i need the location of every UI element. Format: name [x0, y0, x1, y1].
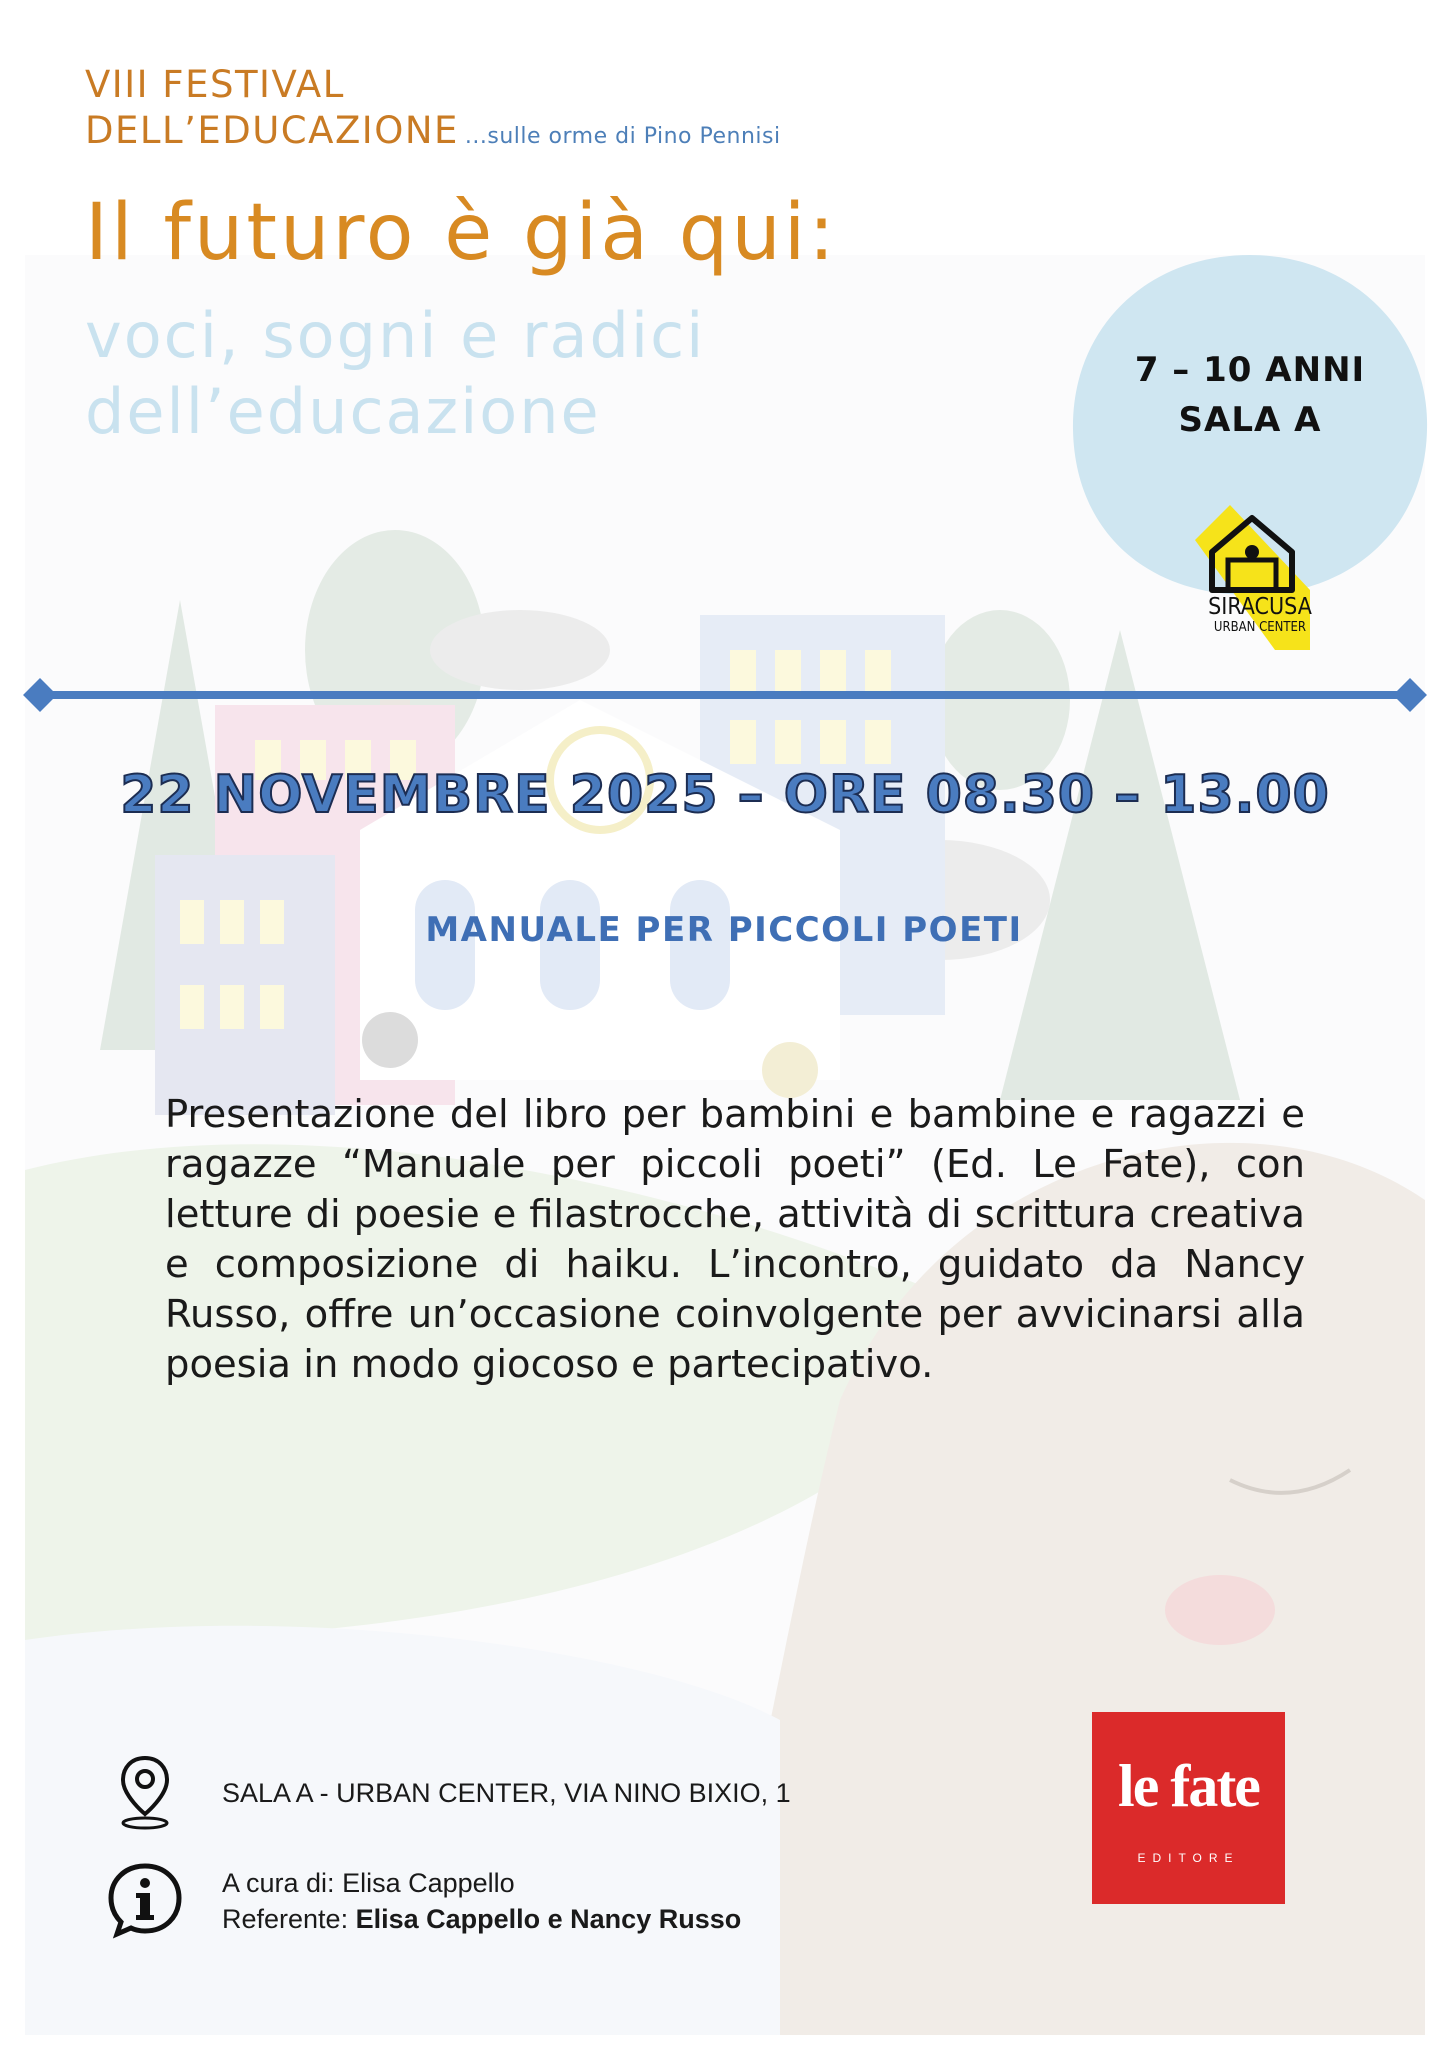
page-title: Il futuro è già qui:: [85, 188, 838, 278]
urban-center-logo: [1190, 500, 1320, 660]
divider-line: [20, 675, 1430, 715]
age-range: 7 – 10 ANNI: [1134, 350, 1366, 390]
referent-label: Referente:: [222, 1904, 349, 1934]
referent-names: Elisa Cappello e Nancy Russo: [355, 1904, 742, 1934]
location-text: SALA A - URBAN CENTER, VIA NINO BIXIO, 1: [222, 1778, 791, 1808]
credits: [222, 1865, 741, 1937]
urban-center-text: [1195, 595, 1325, 636]
festival-line-1: VIII FESTIVAL: [85, 63, 345, 106]
info-icon: [105, 1860, 185, 1940]
referent-line: [222, 1901, 741, 1937]
subtitle-line-2: dell’educazione: [85, 375, 601, 448]
event-datetime: 22 NOVEMBRE 2025 – ORE 08.30 – 13.00: [120, 765, 1330, 825]
subtitle-line-1: voci, sogni e radici: [85, 299, 706, 372]
location-pin-icon: [115, 1752, 175, 1832]
urban-center-subtitle: URBAN CENTER: [1213, 620, 1307, 635]
curator-label: A cura di:: [222, 1868, 335, 1898]
room-label: SALA A: [1178, 400, 1322, 440]
urban-center-name: SIRACUSA: [1208, 594, 1312, 620]
curator-name: Elisa Cappello: [342, 1868, 515, 1898]
publisher-logo: [1092, 1712, 1285, 1904]
publisher-logo-name: le fate: [1118, 1753, 1259, 1819]
age-badge: [1070, 345, 1430, 445]
festival-tagline: ...sulle orme di Pino Pennisi: [464, 124, 781, 149]
festival-line-2-text: DELL’EDUCAZIONE: [85, 109, 459, 152]
event-title: MANUALE PER PICCOLI POETI: [425, 910, 1023, 950]
publisher-logo-subtitle: EDITORE: [1137, 1851, 1240, 1865]
event-description: Presentazione del libro per bambini e bambine e ragazzi e ragazze “Manuale per piccoli poeti” (Ed. Le Fate), con letture di poesie e filastrocche, attività di scrittura creativa e composizione di haiku. L’incontro, guidato da Nancy Russo, offre un’occasione coinvolgente per avvicinarsi alla poesia in modo giocoso e partecipativo.: [165, 1092, 1305, 1387]
festival-line-2: [85, 108, 781, 160]
curator-line: [222, 1865, 741, 1901]
festival-heading: [85, 62, 781, 160]
page-subtitle: [85, 298, 705, 450]
